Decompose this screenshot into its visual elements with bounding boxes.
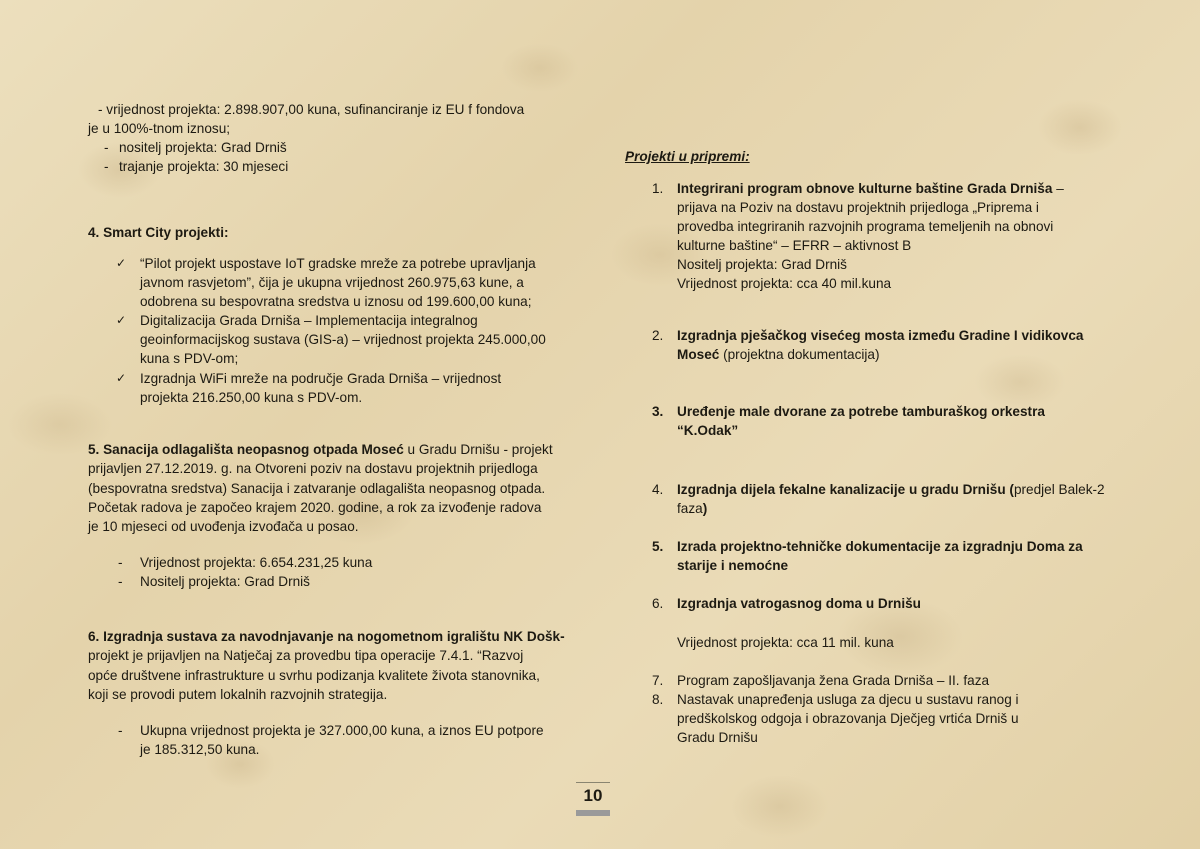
smart-city-item-2-line-1: Digitalizacija Grada Drniša – Implementacija integralnog [140,313,478,328]
item-1-line-4: Nositelj projekta: Grad Drniš [677,257,847,272]
item-number: 2. [652,328,664,343]
sanacija-line-3: Početak radova je započeo krajem 2020. godine, a rok za izvođenje radova [88,500,542,515]
item-number: 7. [652,673,664,688]
item-2-title: Izgradnja pješačkog visećeg mosta između Gradine I vidikovca [677,328,1084,343]
item-4-title-rest: predjel Balek-2 [1013,482,1105,497]
item-4-line-2-rest: faza [677,501,703,516]
bullet-dash: - [118,574,123,589]
item-number: 5. [652,539,664,554]
item-4-line-2-bold: ) [702,501,708,516]
checkmark-icon: ✓ [116,313,127,327]
bullet-dash: - [118,555,123,570]
checkmark-icon: ✓ [116,256,127,270]
item-6-value: Vrijednost projekta: cca 11 mil. kuna [677,635,894,650]
item-number: 8. [652,692,664,707]
item-8-line-2: predškolskog odgoja i obrazovanja Dječjeg vrtića Drniš u [677,711,1019,726]
sanacija-heading [88,440,553,459]
item-1-title [677,179,1064,198]
sanacija-heading-bold: 5. Sanacija odlagališta neopasnog otpada Moseć [88,442,404,457]
projects-heading: Projekti u pripremi: [625,149,750,164]
smart-city-item-1-line-3: odobrena su bespovratna sredstva u iznosu od 199.600,00 kuna; [140,294,532,309]
page-number-bar [576,810,610,816]
navodnjavanje-heading: 6. Izgradnja sustava za navodnjavanje na nogometnom igralištu NK Došk- [88,629,565,644]
item-1-line-2: provedba integriranih razvojnih programa temeljenih na obnovi [677,219,1054,234]
bullet-dash: - [104,159,109,174]
smart-city-item-1-line-1: “Pilot projekt uspostave IoT gradske mreže za potrebe upravljanja [140,256,536,271]
item-4-title-bold: Izgradnja dijela fekalne kanalizacije u gradu Drnišu ( [677,482,1014,497]
item-2-line-2 [677,345,880,364]
bullet-dash: - [104,140,109,155]
sanacija-bullet-1: Vrijednost projekta: 6.654.231,25 kuna [140,555,373,570]
smart-city-item-2-line-2: geoinformacijskog sustava (GIS-a) – vrijednost projekta 245.000,00 [140,332,546,347]
item-1-line-3: kulturne baštine“ – EFRR – aktivnost B [677,238,912,253]
smart-city-item-2-line-3: kuna s PDV-om; [140,351,239,366]
navodnjavanje-bullet-line-1: Ukupna vrijednost projekta je 327.000,00 kuna, a iznos EU potpore [140,723,544,738]
item-2-line-2-rest: (projektna dokumentacija) [719,347,880,362]
navodnjavanje-bullet-line-2: je 185.312,50 kuna. [140,742,260,757]
smart-city-item-1-line-2: javnom rasvjetom”, čija je ukupna vrijednost 260.975,63 kune, a [140,275,524,290]
intro-bullet-2: trajanje projekta: 30 mjeseci [119,159,289,174]
item-4-title [677,480,1105,499]
item-1-line-1: prijava na Poziv na dostavu projektnih prijedloga „Priprema i [677,200,1039,215]
navodnjavanje-line-2: opće društvene infrastrukture u svrhu podizanja kvalitete života stanovnika, [88,668,540,683]
intro-line-2: je u 100%-tnom iznosu; [88,121,231,136]
smart-city-item-3-line-2: projekta 216.250,00 kuna s PDV-om. [140,390,363,405]
navodnjavanje-line-1: projekt je prijavljen na Natječaj za provedbu tipa operacije 7.4.1. “Razvoj [88,648,524,663]
page-number [576,782,610,816]
sanacija-line-1: prijavljen 27.12.2019. g. na Otvoreni poziv na dostavu projektnih prijedloga [88,461,538,476]
page-number-text: 10 [583,786,603,805]
item-1-title-bold: Integrirani program obnove kulturne baštine Grada Drniša [677,181,1053,196]
intro-bullet-1: nositelj projekta: Grad Drniš [119,140,287,155]
item-number: 1. [652,181,664,196]
smart-city-heading: 4. Smart City projekti: [88,225,229,240]
item-5-line-2: starije i nemoćne [677,558,789,573]
item-2-line-2-bold: Moseć [677,347,720,362]
item-number: 3. [652,404,664,419]
item-number: 6. [652,596,664,611]
item-8-line-3: Gradu Drnišu [677,730,758,745]
item-1-title-rest: – [1052,181,1064,196]
item-number: 4. [652,482,664,497]
item-8-line-1: Nastavak unapređenja usluga za djecu u sustavu ranog i [677,692,1019,707]
smart-city-item-3-line-1: Izgradnja WiFi mreže na područje Grada Drniša – vrijednost [140,371,502,386]
checkmark-icon: ✓ [116,371,127,385]
sanacija-heading-rest: u Gradu Drnišu - projekt [403,442,553,457]
sanacija-line-2: (bespovratna sredstva) Sanacija i zatvaranje odlagališta neopasnog otpada. [88,481,546,496]
item-7-text: Program zapošljavanja žena Grada Drniša – II. faza [677,673,990,688]
navodnjavanje-line-3: koji se provodi putem lokalnih razvojnih strategija. [88,687,388,702]
sanacija-line-4: je 10 mjeseci od uvođenja izvođača u posao. [88,519,359,534]
item-3-title: Uređenje male dvorane za potrebe tamburaškog orkestra [677,404,1045,419]
item-1-line-5: Vrijednost projekta: cca 40 mil.kuna [677,276,892,291]
item-4-line-2 [677,499,707,518]
intro-line-1: - vrijednost projekta: 2.898.907,00 kuna, sufinanciranje iz EU f fondova [98,102,525,117]
item-3-line-2: “K.Odak” [677,423,739,438]
sanacija-bullet-2: Nositelj projekta: Grad Drniš [140,574,310,589]
item-6-title: Izgradnja vatrogasnog doma u Drnišu [677,596,921,611]
bullet-dash: - [118,723,123,738]
item-5-title: Izrada projektno-tehničke dokumentacije za izgradnju Doma za [677,539,1083,554]
